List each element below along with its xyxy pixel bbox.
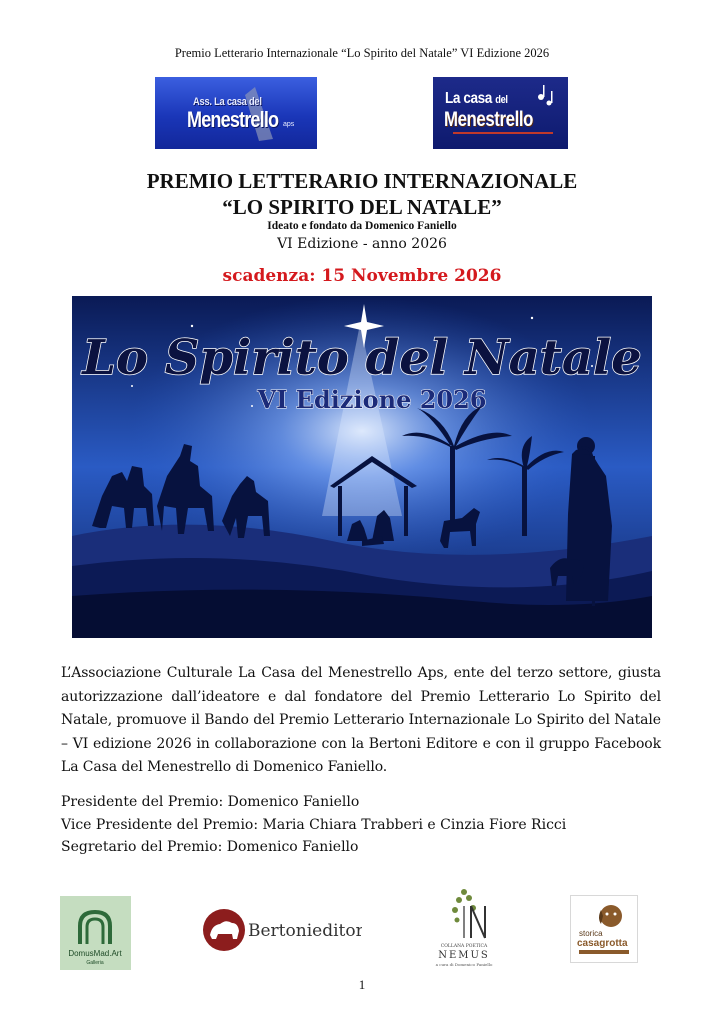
staff-president: Presidente del Premio: Domenico Faniello [61, 794, 360, 810]
logo-right-line1 [445, 90, 508, 108]
logo-left-line1: Ass. La casa del [193, 96, 262, 108]
nemus-sub: a cura di Domenico Faniello [435, 962, 493, 967]
casagrotta-line2: casagrotta [577, 938, 628, 949]
logo-left-line2: Menestrello [187, 107, 279, 132]
page-title-line1: PREMIO LETTERARIO INTERNAZIONALE [146, 169, 578, 193]
nemus-name: NEMUS [438, 950, 490, 961]
casagrotta-line1: storica [579, 929, 603, 938]
staff-vice-president: Vice Presidente del Premio: Maria Chiara Trabberi e Cinzia Fiore Ricci [61, 816, 567, 833]
founder-subtitle: Ideato e fondato da Domenico Faniello [267, 220, 457, 232]
bear-icon [202, 905, 362, 955]
nativity-banner [72, 296, 652, 638]
logo-right-line1a: La casa [445, 90, 492, 107]
sponsor-logo-domusmad [60, 896, 131, 970]
page-title-line2: “LO SPIRITO DEL NATALE” [222, 195, 502, 219]
domusmad-name: DomusMad.Art [68, 949, 122, 958]
running-header: Premio Letterario Internazionale “Lo Spirito del Natale” VI Edizione 2026 [174, 46, 550, 60]
prize-staff-list [61, 791, 661, 859]
sponsor-logo-casagrotta [570, 895, 638, 963]
nativity-scene-image [72, 296, 652, 638]
bertoni-name: Bertonieditore [248, 921, 362, 941]
deadline-line: scadenza: 15 Novembre 2026 [222, 266, 502, 286]
domusmad-sub: Galleria [86, 960, 104, 966]
tree-icon [429, 886, 499, 970]
sponsor-logo-bertoni [202, 905, 362, 955]
logo-right-line2: Menestrello [444, 108, 533, 131]
nemus-top: COLLANA POETICA [440, 944, 488, 949]
banner-edition: VI Edizione 2026 [257, 385, 487, 414]
intro-paragraph: L’Associazione Culturale La Casa del Menestrello Aps, ente del terzo settore, giusta autorizzazione dall’ideatore e dal fondatore del Premio Letterario Lo Spirito del Natale, promuove il Bando del Premio Letterario Internazionale Lo Spirito del Natale – VI edizione 2026 in collaborazione con la Bertoni Editore e con il gruppo Facebook La Casa del Menestrello di Domenico Faniello. [61, 665, 661, 776]
logo-right-line1b: del [495, 94, 508, 106]
edition-line: VI Edizione - anno 2026 [277, 236, 447, 252]
sponsor-logo-nemus [429, 886, 499, 970]
arch-icon [60, 896, 131, 970]
banner-title: Lo Spirito del Natale [82, 330, 642, 386]
association-logo-right [433, 77, 568, 149]
association-logo-left [155, 77, 317, 149]
dog-icon [571, 896, 637, 962]
page-number: 1 [358, 977, 366, 992]
logo-left-line3: aps [283, 121, 295, 128]
staff-secretary: Segretario del Premio: Domenico Faniello [61, 839, 359, 855]
